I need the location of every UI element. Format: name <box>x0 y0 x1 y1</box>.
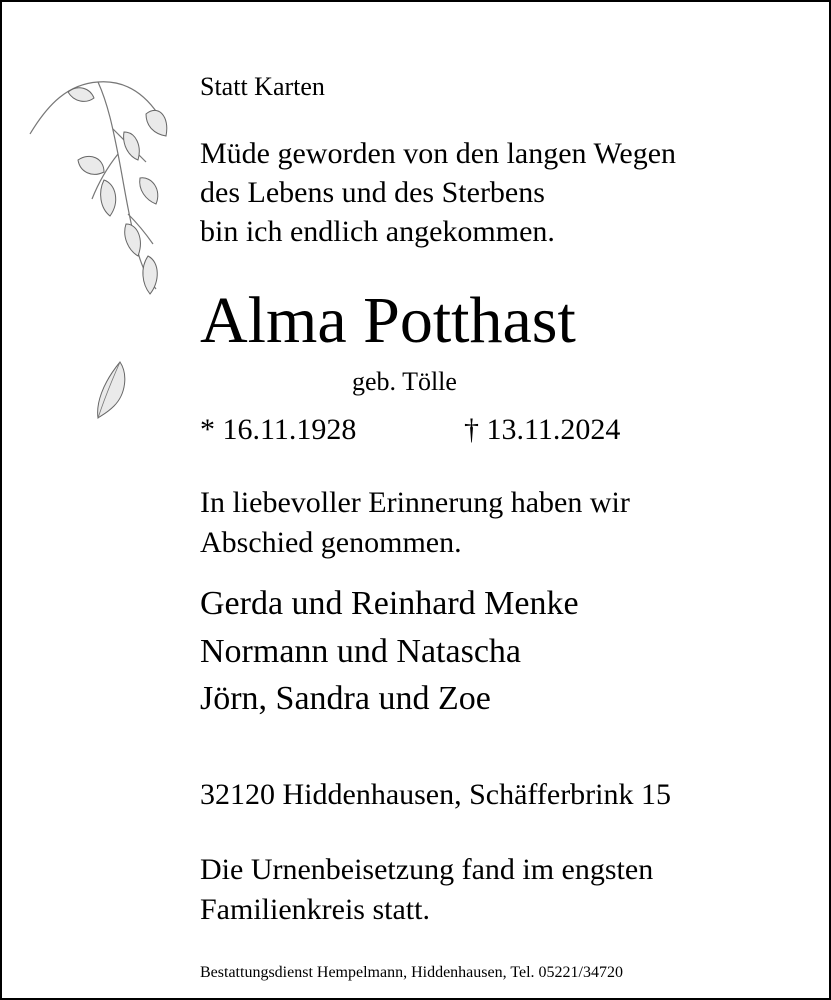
maiden-name: geb. Tölle <box>352 367 457 396</box>
poem-line-3: bin ich endlich angekommen. <box>200 215 555 248</box>
poem-line-2: des Lebens und des Sterbens <box>200 176 545 209</box>
deceased-name: Alma Potthast <box>200 284 576 357</box>
birch-branch-icon <box>28 74 188 304</box>
burial-line-2: Familienkreis statt. <box>200 893 430 926</box>
falling-leaf-icon <box>92 360 132 420</box>
funeral-home-footer: Bestattungsdienst Hempelmann, Hiddenhausen, Tel. 05221/34720 <box>200 964 623 981</box>
burial-line-1: Die Urnenbeisetzung fand im engsten <box>200 853 654 886</box>
farewell-line-1: In liebevoller Erinnerung haben wir <box>200 486 630 519</box>
death-date: † 13.11.2024 <box>464 413 621 446</box>
address: 32120 Hiddenhausen, Schäfferbrink 15 <box>200 778 672 811</box>
farewell-line-2: Abschied genommen. <box>200 526 462 559</box>
mourner-line-2: Normann und Natascha <box>200 633 522 670</box>
statt-karten-header: Statt Karten <box>200 72 325 101</box>
mourner-line-1: Gerda und Reinhard Menke <box>200 585 579 622</box>
mourner-line-3: Jörn, Sandra und Zoe <box>200 680 491 717</box>
birth-date: * 16.11.1928 <box>200 413 357 446</box>
poem-line-1: Müde geworden von den langen Wegen <box>200 137 677 170</box>
